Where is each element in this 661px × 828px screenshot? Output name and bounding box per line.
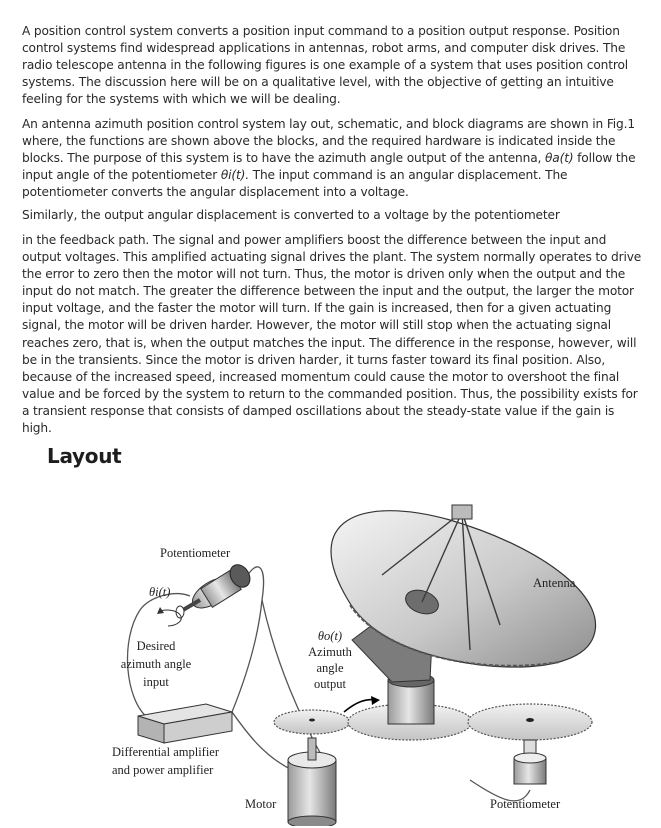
theta-i-label: θi(t): [149, 585, 171, 599]
motor: [288, 738, 336, 826]
motor-label: Motor: [245, 797, 277, 811]
desired-label-3: input: [143, 675, 169, 689]
section-title: Layout: [47, 444, 122, 468]
azimuth-label-1: Azimuth: [308, 645, 352, 659]
amplifier-label-2: and power amplifier: [112, 763, 214, 777]
system-description-paragraph: [22, 116, 646, 201]
azimuth-label-2: angle: [316, 661, 344, 675]
p2-text-a: An antenna azimuth position control system lay out, schematic, and block diagrams are shown in Fig.1 where, the functions are shown above the blocks, and the required hardware is indicated inside the blocks. The purpose of this system is to have the azimuth angle output of the antenna,: [22, 117, 635, 166]
desired-label-2: azimuth angle: [120, 657, 192, 671]
antenna-label: Antenna: [533, 576, 576, 590]
potentiometer-bottom-label: Potentiometer: [490, 797, 561, 811]
p2-text-b: follow the input angle of the potentiometer: [22, 151, 636, 183]
theta-o-label: θo(t): [317, 629, 343, 643]
amplifier-box: [138, 704, 232, 743]
intro-paragraph: A position control system converts a position input command to a position output response. Position control systems find widespread applications in antennas, robot arms, and computer disk drives. The radio telescope antenna in the following figures is one example of a system that uses position control systems. The discussion here will be on a qualitative level, with the objective of getting an intuitive feeling for the systems with which we will be dealing.: [22, 24, 629, 107]
theta-i-symbol: θi(t).: [220, 168, 249, 183]
p2-text-c: The input command is an angular displacement. The potentiometer converts the angular displacement into a voltage.: [22, 168, 568, 200]
feedback-sentence: Similarly, the output angular displacement is converted to a voltage by the potentiometer: [22, 208, 560, 222]
theta-a-symbol: θa(t): [544, 151, 574, 166]
antenna-layout-figure: [100, 480, 610, 826]
azimuth-label-3: output: [314, 677, 346, 691]
feedback-paragraph: in the feedback path. The signal and power amplifiers boost the difference between the input and output voltages. This amplified actuating signal drives the plant. The system normally operates to drive the error to zero then the motor will not turn. Thus, the motor is driven only when the output and the input do not match. The greater the difference between the input and the output, the larger the motor input voltage, and the faster the motor will turn. If the gain is increased, then for a given actuating signal, the motor will be driven harder. However, the motor will still stop when the actuating signal reaches zero, that is, when the output matches the input. The difference in the response, however, will be in the transients. Since the motor is driven harder, it turns faster toward its final position. Also, because of the increased speed, increased momentum could cause the motor to overshoot the final value and be forced by the system to return to the commanded position. Thus, the possibility exists for a transient response that consists of damped oscillations about the steady-state value if the gain is high.: [22, 233, 642, 436]
potentiometer-top-label: Potentiometer: [160, 546, 231, 560]
amplifier-label-1: Differential amplifier: [112, 745, 220, 759]
desired-label-1: Desired: [136, 639, 176, 653]
